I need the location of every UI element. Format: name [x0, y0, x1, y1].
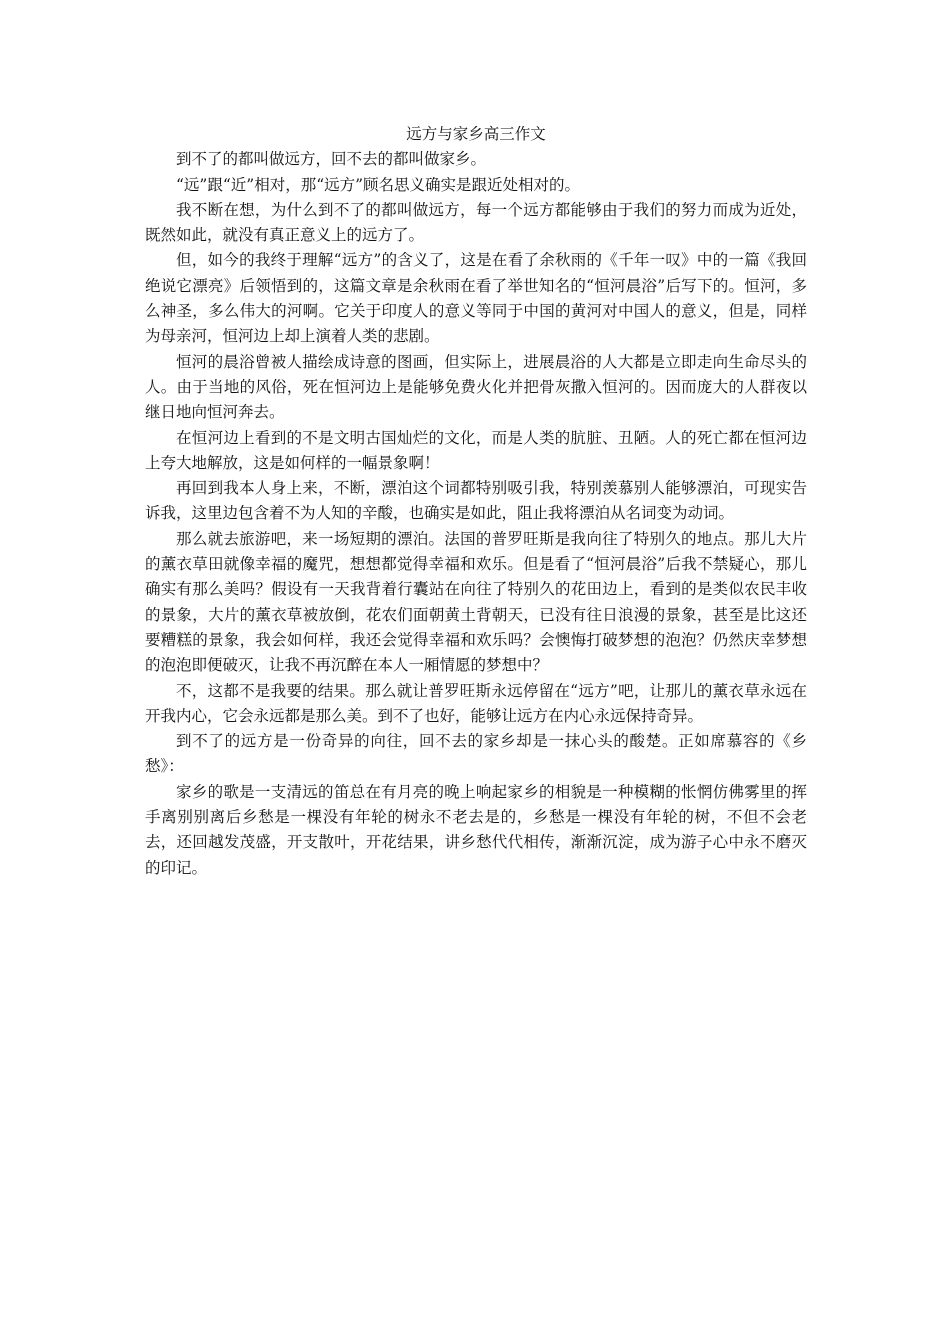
paragraph-8: 那么就去旅游吧，来一场短期的漂泊。法国的普罗旺斯是我向往了特别久的地点。那儿大片的薰衣草田就像幸福的魔咒，想想都觉得幸福和欢乐。但是看了“恒河晨浴”后我不禁疑心，那儿确实有那么美吗？假设有一天我背着行囊站在向往了特别久的花田边上，看到的是类似农民丰收的景象，大片的薰衣草被放倒，花农们面朝黄土背朝天，已没有往日浪漫的景象，甚至是比这还要糟糕的景象，我会如何样，我还会觉得幸福和欢乐吗？会懊悔打破梦想的泡泡？仍然庆幸梦想的泡泡即便破灭，让我不再沉醉在本人一厢情愿的梦想中？ — [145, 529, 807, 675]
paragraph-7: 再回到我本人身上来，不断，漂泊这个词都特别吸引我，特别羡慕别人能够漂泊，可现实告诉我，这里边包含着不为人知的辛酸，也确实是如此，阻止我将漂泊从名词变为动词。 — [145, 479, 807, 523]
paragraph-4: 但，如今的我终于理解“远方”的含义了，这是在看了余秋雨的《千年一叹》中的一篇《我回绝说它漂亮》后领悟到的，这篇文章是余秋雨在看了举世知名的“恒河晨浴”后写下的。恒河，多么神圣，多么伟大的河啊。它关于印度人的意义等同于中国的黄河对中国人的意义，但是，同样为母亲河，恒河边上却上演着人类的悲剧。 — [145, 251, 807, 346]
paragraph-2: “远”跟“近”相对，那“远方”顾名思义确实是跟近处相对的。 — [176, 175, 581, 194]
essay-title: 远方与家乡高三作文 — [406, 125, 546, 143]
paragraph-6: 在恒河边上看到的不是文明古国灿烂的文化，而是人类的肮脏、丑陋。人的死亡都在恒河边上夸大地解放，这是如何样的一幅景象啊！ — [145, 428, 807, 472]
paragraph-1: 到不了的都叫做远方，回不去的都叫做家乡。 — [176, 150, 487, 169]
paragraph-11: 家乡的歌是一支清远的笛总在有月亮的晚上响起家乡的相貌是一种模糊的怅惘仿佛雾里的挥手离别别离后乡愁是一棵没有年轮的树永不老去是的，乡愁是一棵没有年轮的树，不但不会老去，还回越发茂盛，开支散叶，开花结果，讲乡愁代代相传，渐渐沉淀，成为游子心中永不磨灭的印记。 — [145, 782, 807, 877]
paragraph-3: 我不断在想，为什么到不了的都叫做远方，每一个远方都能够由于我们的努力而成为近处，既然如此，就没有真正意义上的远方了。 — [145, 200, 807, 245]
paragraph-10: 到不了的远方是一份奇异的向往，回不去的家乡却是一抹心头的酸楚。正如席慕容的《乡愁》： — [145, 732, 807, 776]
paragraph-9: 不，这都不是我要的结果。那么就让普罗旺斯永远停留在“远方”吧，让那儿的薰衣草永远在开我内心，它会永远都是那么美。到不了也好，能够让远方在内心永远保持奇异。 — [145, 681, 807, 725]
paragraph-5: 恒河的晨浴曾被人描绘成诗意的图画，但实际上，进展晨浴的人大都是立即走向生命尽头的人。由于当地的风俗，死在恒河边上是能够免费火化并把骨灰撒入恒河的。因而庞大的人群夜以继日地向恒河奔去。 — [145, 352, 807, 422]
essay-page — [145, 122, 807, 881]
